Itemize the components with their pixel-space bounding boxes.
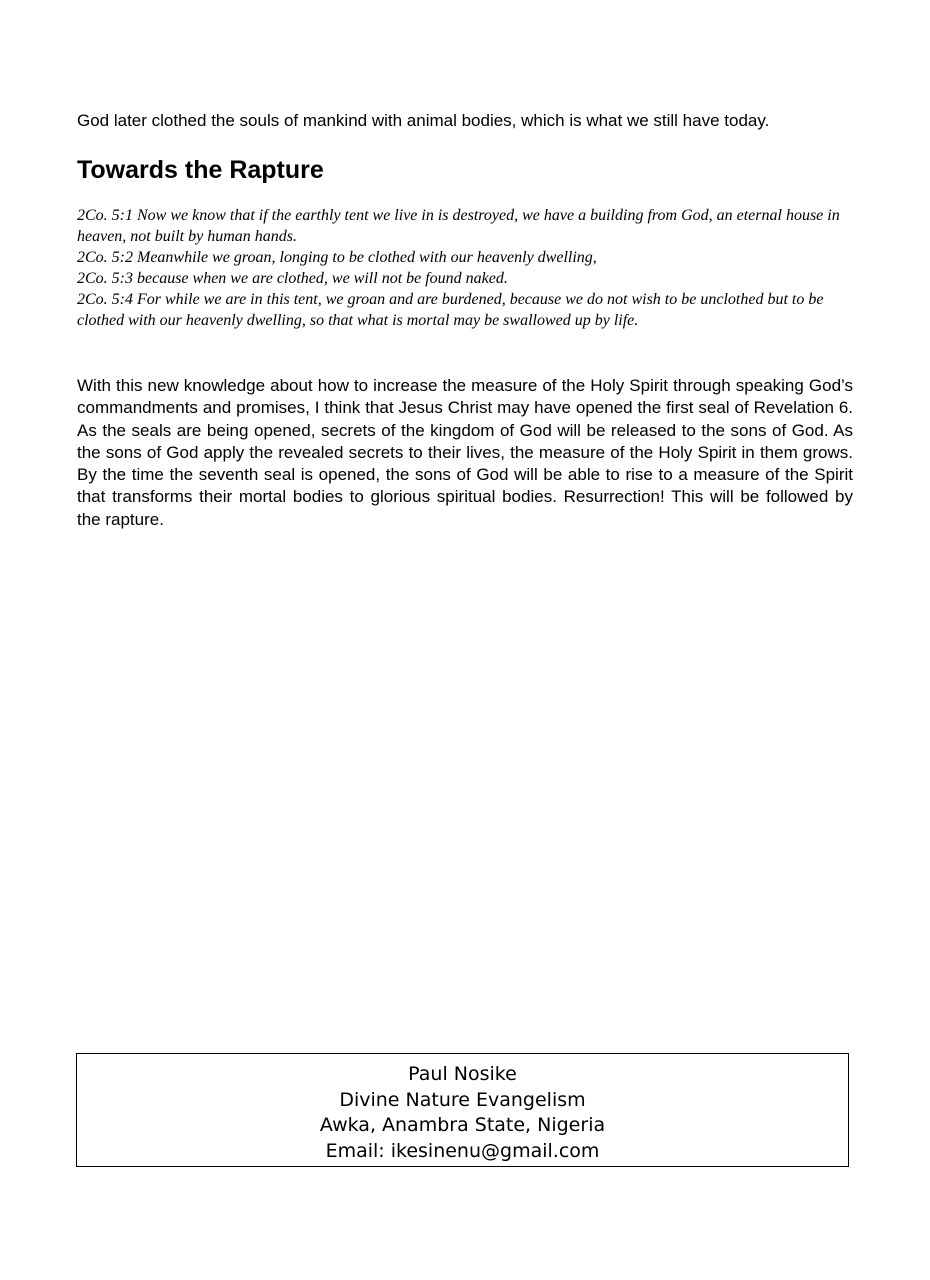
- author-name: Paul Nosike: [408, 1063, 517, 1085]
- section-heading: Towards the Rapture: [77, 156, 324, 184]
- verse-2co-5-1: 2Co. 5:1 Now we know that if the earthly tent we live in is destroyed, we have a building from God, an eternal house in heaven, not built by human hands.: [77, 207, 840, 245]
- signature-box: [76, 1053, 849, 1167]
- organization-name: Divine Nature Evangelism: [339, 1088, 586, 1111]
- verse-2co-5-4: 2Co. 5:4 For while we are in this tent, we groan and are burdened, because we do not wish to be unclothed but to be clothed with our heavenly dwelling, so that what is mortal may be swallowed up by life.: [77, 291, 824, 329]
- body-paragraph: With this new knowledge about how to increase the measure of the Holy Spirit through speaking God’s commandments and promises, I think that Jesus Christ may have opened the first seal of Revelation 6. As the seals are being opened, secrets of the kingdom of God will be released to the sons of God. As the sons of God apply the revealed secrets to their lives, the measure of the Holy Spirit in them grows. By the time the seventh seal is opened, the sons of God will be able to rise to a measure of the Spirit that transforms their mortal bodies to glorious spiritual bodies. Resurrection! This will be followed by the rapture.: [77, 376, 853, 529]
- contact-email: Email: ikesinenu@gmail.com: [325, 1139, 600, 1162]
- scripture-block: [77, 205, 847, 331]
- intro-paragraph: God later clothed the souls of mankind with animal bodies, which is what we still have today.: [77, 111, 770, 130]
- verse-2co-5-3: 2Co. 5:3 because when we are clothed, we will not be found naked.: [77, 270, 508, 287]
- location: Awka, Anambra State, Nigeria: [319, 1114, 606, 1136]
- verse-2co-5-2: 2Co. 5:2 Meanwhile we groan, longing to be clothed with our heavenly dwelling,: [77, 249, 597, 266]
